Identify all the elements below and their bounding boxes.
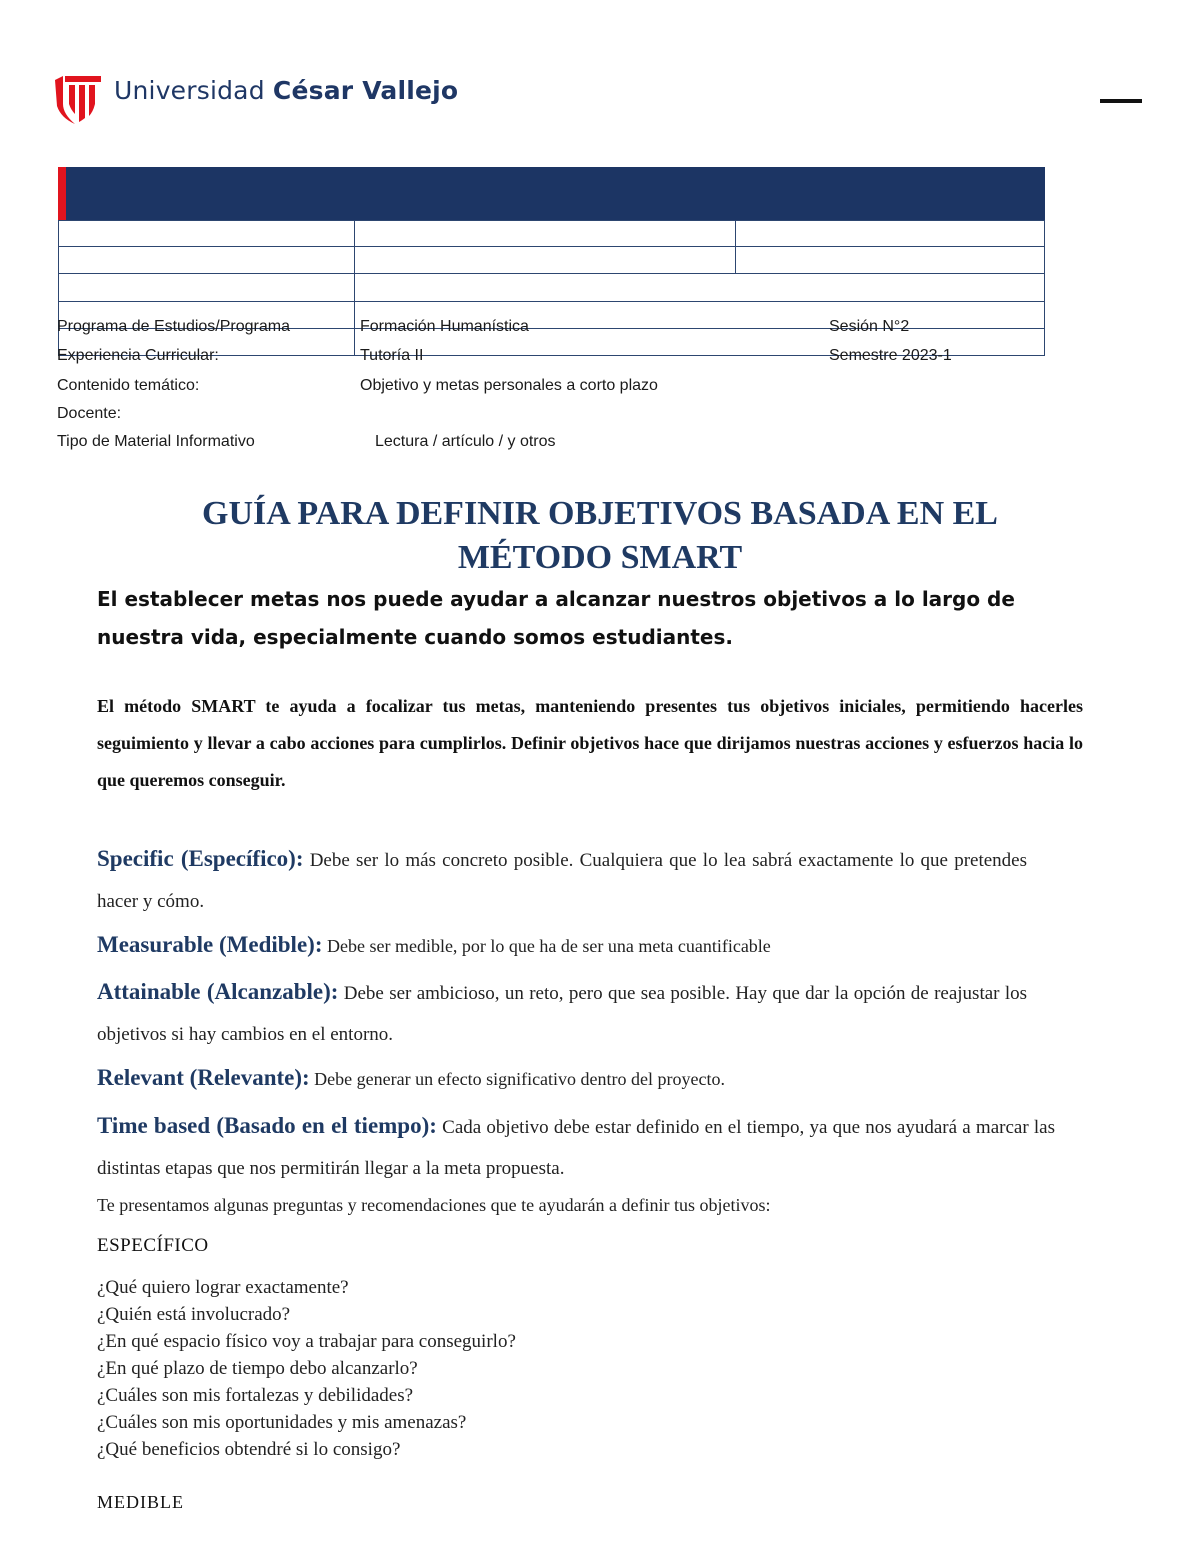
section-heading-specific: ESPECÍFICO (97, 1235, 209, 1256)
list-item: ¿Cuáles son mis fortalezas y debilidades? (97, 1385, 414, 1406)
course-label: Experiencia Curricular: (57, 347, 219, 364)
criterion-specific: Specific (Específico): Debe ser lo más concreto posible. Cualquiera que lo lea sabrá exactamente lo que pretendes hacer y cómo. (97, 846, 1027, 912)
topic-value: Objetivo y metas personales a corto plazo (360, 377, 658, 394)
smart-method-paragraph: El método SMART te ayuda a focalizar tus metas, manteniendo presentes tus objetivos iniciales, permitiendo hacerles seguimiento y llevar a cabo acciones para cumplirlos. Definir objetivos hace que dirijamos nuestras acciones y esfuerzos hacia lo que queremos conseguir. (97, 696, 1083, 790)
list-item: ¿En qué plazo de tiempo debo alcanzarlo? (97, 1358, 418, 1379)
university-name: Universidad César Vallejo (114, 76, 459, 105)
topic-label: Contenido temático: (57, 377, 200, 394)
list-item: ¿Qué beneficios obtendré si lo consigo? (97, 1439, 401, 1460)
criterion-attainable: Attainable (Alcanzable): Debe ser ambicioso, un reto, pero que sea posible. Hay que dar la opción de reajustar los objetivos si hay cambios en el entorno. (97, 979, 1027, 1045)
corner-dash (1100, 99, 1142, 103)
page-title: GUÍA PARA DEFINIR OBJETIVOS BASADA EN EL MÉTODO SMART (202, 495, 998, 576)
course-value: Tutoría II (360, 347, 424, 364)
header-banner (58, 167, 1045, 220)
intro-paragraph: El establecer metas nos puede ayudar a alcanzar nuestros objetivos a lo largo de nuestra vida, especialmente cuando somos estudiantes. (97, 587, 1015, 649)
criterion-measurable: Measurable (Medible): Debe ser medible, por lo que ha de ser una meta cuantificable (97, 932, 771, 957)
questions-intro: Te presentamos algunas preguntas y recomendaciones que te ayudarán a definir tus objetivos: (97, 1195, 771, 1215)
teacher-label: Docente: (57, 405, 122, 422)
list-item: ¿Cuáles son mis oportunidades y mis amenazas? (97, 1412, 467, 1433)
criterion-relevant: Relevant (Relevante): Debe generar un efecto significativo dentro del proyecto. (97, 1065, 725, 1090)
program-label: Programa de Estudios/Programa (57, 318, 290, 335)
list-item: ¿Quién está involucrado? (97, 1304, 291, 1325)
banner-accent-bar (58, 167, 66, 220)
material-value: Lectura / artículo / y otros (375, 433, 556, 450)
list-item: ¿En qué espacio físico voy a trabajar para conseguirlo? (97, 1331, 516, 1352)
session-number: Sesión N°2 (829, 318, 910, 335)
section-heading-measurable: MEDIBLE (97, 1492, 184, 1512)
material-label: Tipo de Material Informativo (57, 433, 255, 450)
university-logo-icon (55, 74, 101, 126)
criterion-time-based: Time based (Basado en el tiempo): Cada objetivo debe estar definido en el tiempo, ya que nos ayudará a marcar las distintas etapas que nos permitirán llegar a la meta propuesta. (97, 1113, 1055, 1179)
semester: Semestre 2023-1 (829, 347, 952, 364)
program-value: Formación Humanística (360, 318, 529, 335)
list-item: ¿Qué quiero lograr exactamente? (97, 1277, 349, 1298)
question-list (97, 1274, 516, 1463)
